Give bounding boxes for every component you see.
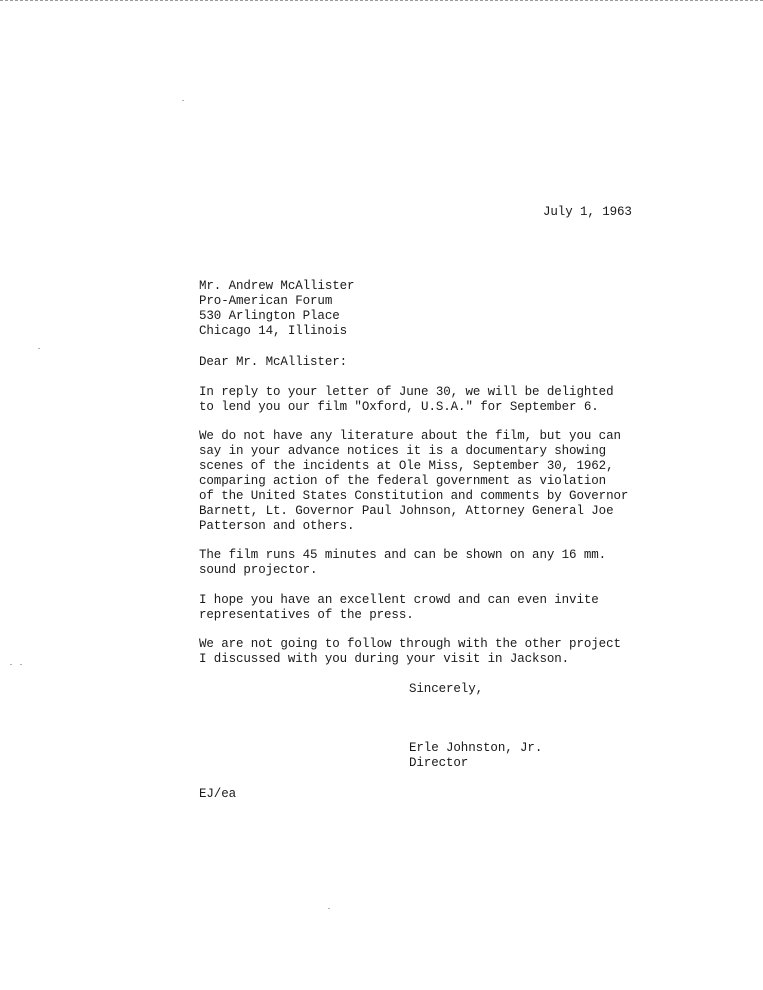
paragraph-line: We do not have any literature about the film, but you can: [199, 429, 621, 443]
paragraph-line: representatives of the press.: [199, 608, 414, 622]
paragraph-line: to lend you our film "Oxford, U.S.A." for September 6.: [199, 400, 599, 414]
salutation: Dear Mr. McAllister:: [199, 355, 348, 369]
paper-speck: [38, 348, 40, 349]
paragraph-line: I discussed with you during your visit in Jackson.: [199, 652, 570, 666]
paragraph-line: In reply to your letter of June 30, we will be delighted: [199, 385, 614, 399]
recipient-city: Chicago 14, Illinois: [199, 324, 348, 338]
signer-title: Director: [409, 756, 469, 770]
recipient-organization: Pro-American Forum: [199, 294, 333, 308]
typist-initials: EJ/ea: [199, 787, 237, 801]
paper-speck: [328, 908, 330, 909]
paper-speck: [20, 664, 22, 665]
signer-name: Erle Johnston, Jr.: [409, 741, 543, 755]
paper-speck: [182, 100, 184, 101]
paragraph-line: scenes of the incidents at Ole Miss, September 30, 1962,: [199, 459, 614, 473]
recipient-street: 530 Arlington Place: [199, 309, 340, 323]
recipient-name: Mr. Andrew McAllister: [199, 279, 355, 293]
letter-date: July 1, 1963: [543, 205, 632, 219]
paragraph-line: say in your advance notices it is a documentary showing: [199, 444, 607, 458]
closing: Sincerely,: [409, 682, 484, 696]
paragraph-line: I hope you have an excellent crowd and can even invite: [199, 593, 599, 607]
paragraph-line: We are not going to follow through with the other project: [199, 637, 621, 651]
paragraph-line: of the United States Constitution and comments by Governor: [199, 489, 629, 503]
paper-speck: [10, 664, 12, 665]
paragraph-line: comparing action of the federal government as violation: [199, 474, 607, 488]
paragraph-line: Barnett, Lt. Governor Paul Johnson, Attorney General Joe: [199, 504, 614, 518]
paragraph-line: Patterson and others.: [199, 519, 355, 533]
paragraph-line: The film runs 45 minutes and can be shown on any 16 mm.: [199, 548, 607, 562]
paragraph-line: sound projector.: [199, 563, 318, 577]
